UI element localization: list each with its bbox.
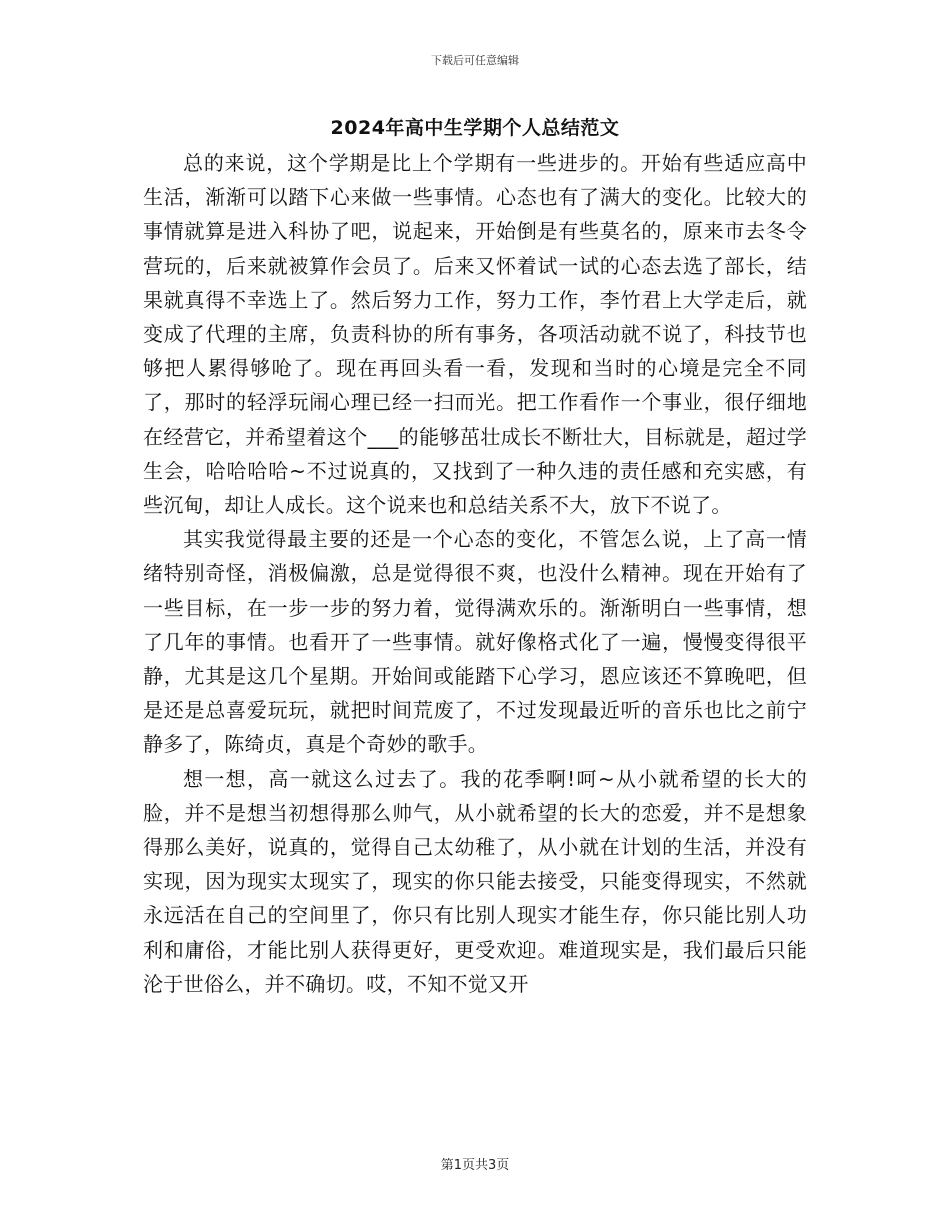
document-body xyxy=(143,146,807,1001)
body-paragraph-2: 其实我觉得最主要的还是一个心态的变化，不管怎么说，上了高一情绪特别奇怪，消极偏激，总是觉得很不爽，也没什么精神。现在开始有了一些目标，在一步一步的努力着，觉得满欢乐的。渐渐明白一些事情，想了几年的事情。也看开了一些事情。就好像格式化了一遍，慢慢变得很平静，尤其是这几个星期。开始间或能踏下心学习，恩应该还不算晚吧，但是还是总喜爱玩玩，就把时间荒废了，不过发现最近听的音乐也比之前宁静多了，陈绮贞，真是个奇妙的歌手。 xyxy=(143,527,807,757)
body-paragraph-1: 总的来说，这个学期是比上个学期有一些进步的。开始有些适应高中生活，渐渐可以踏下心来做一些事情。心态也有了满大的变化。比较大的事情就算是进入科协了吧，说起来，开始倒是有些莫名的，原来市去冬令营玩的，后来就被算作会员了。后来又怀着试一试的心态去选了部长，结果就真得不幸选上了。然后努力工作，努力工作，李竹君上大学走后，就变成了代理的主席，负责科协的所有事务，各项活动就不说了，科技节也够把人累得够呛了。现在再回头看一看，发现和当时的心境是完全不同了，那时的轻浮玩闹心理已经一扫而光。把工作看作一个事业，很仔细地在经营它，并希望着这个___的能够茁壮成长不断壮大，目标就是，超过学生会，哈哈哈哈~不过说真的，又找到了一种久违的责任感和充实感，有些沉甸，却让人成长。这个说来也和总结关系不大，放下不说了。 xyxy=(143,151,807,518)
body-paragraph-3: 想一想，高一就这么过去了。我的花季啊!呵~从小就希望的长大的脸，并不是想当初想得那么帅气，从小就希望的长大的恋爱，并不是想象得那么美好，说真的，觉得自己太幼稚了，从小就在计划的生活，并没有实现，因为现实太现实了，现实的你只能去接受，只能变得现实，不然就永远活在自己的空间里了，你只有比别人现实才能生存，你只能比别人功利和庸俗，才能比别人获得更好，更受欢迎。难道现实是，我们最后只能沦于世俗么，并不确切。哎，不知不觉又开 xyxy=(143,766,807,996)
page-number-footer: 第1页共3页 xyxy=(440,1158,510,1173)
page-header-note: 下载后可任意编辑 xyxy=(431,54,519,67)
document-title: 2024年高中生学期个人总结范文 xyxy=(330,117,620,139)
